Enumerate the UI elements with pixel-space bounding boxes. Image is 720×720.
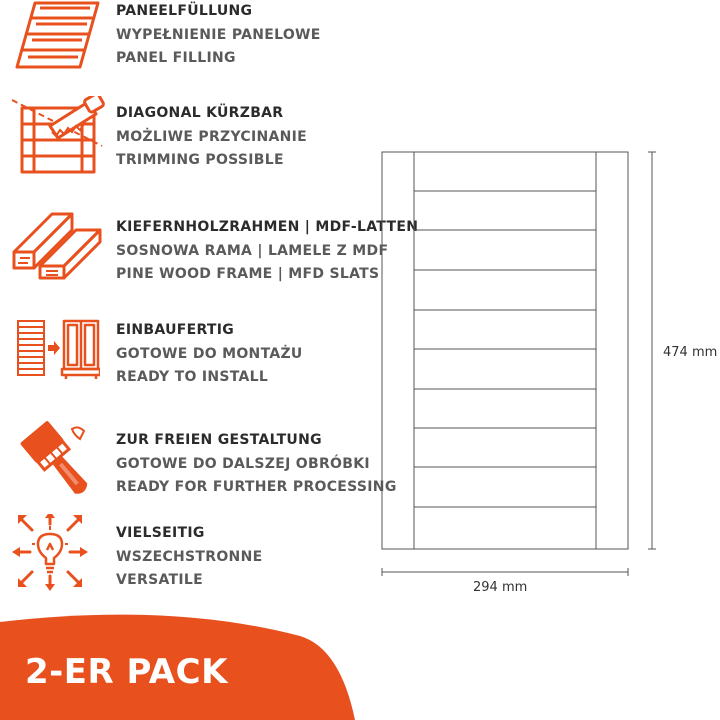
feature-title-de: ZUR FREIEN GESTALTUNG xyxy=(116,432,322,448)
feature-title-en: PANEL FILLING xyxy=(116,50,236,66)
feature-title-pl: WYPEŁNIENIE PANELOWE xyxy=(116,26,321,43)
panel-technical-drawing xyxy=(370,140,720,600)
paint-brush-icon xyxy=(10,421,100,501)
saw-cut-icon xyxy=(10,96,100,176)
feature-title-en: PINE WOOD FRAME | MFD SLATS xyxy=(116,266,380,282)
feature-title-de: PANEELFÜLLUNG xyxy=(116,3,253,19)
feature-title-pl: MOŻLIWE PRZYCINANIE xyxy=(116,128,308,145)
pack-label: 2-ER PACK xyxy=(25,652,228,692)
feature-title-pl: GOTOWE DO MONTAŻU xyxy=(116,345,303,362)
frame-left-stile xyxy=(382,152,414,549)
panel-slats-icon xyxy=(10,0,100,70)
feature-title-pl: WSZECHSTRONNE xyxy=(116,548,263,565)
height-dimension-label: 474 mm xyxy=(663,345,718,360)
feature-title-de: EINBAUFERTIG xyxy=(116,322,235,338)
feature-title-de: DIAGONAL KÜRZBAR xyxy=(116,105,284,121)
width-dimension-label: 294 mm xyxy=(473,580,528,595)
feature-title-de: VIELSEITIG xyxy=(116,525,205,541)
feature-title-en: TRIMMING POSSIBLE xyxy=(116,152,284,168)
wood-planks-icon xyxy=(10,208,100,280)
feature-texts xyxy=(116,102,307,173)
feature-texts xyxy=(116,0,321,71)
frame-right-stile xyxy=(596,152,628,549)
panel-drawing-svg xyxy=(370,140,720,600)
bulb-arrows-icon xyxy=(10,514,100,594)
feature-title-de: KIEFERNHOLZRAHMEN | MDF-LATTEN xyxy=(116,219,419,235)
feature-title-pl: SOSNOWA RAMA | LAMELE Z MDF xyxy=(116,242,389,259)
feature-title-en: VERSATILE xyxy=(116,572,203,588)
cabinet-install-icon xyxy=(10,319,100,381)
feature-title-pl: GOTOWE DO DALSZEJ OBRÓBKI xyxy=(116,455,370,472)
feature-texts xyxy=(116,522,262,593)
feature-title-en: READY FOR FURTHER PROCESSING xyxy=(116,479,397,495)
feature-texts xyxy=(116,319,303,390)
feature-texts xyxy=(116,429,397,500)
feature-title-en: READY TO INSTALL xyxy=(116,369,269,385)
